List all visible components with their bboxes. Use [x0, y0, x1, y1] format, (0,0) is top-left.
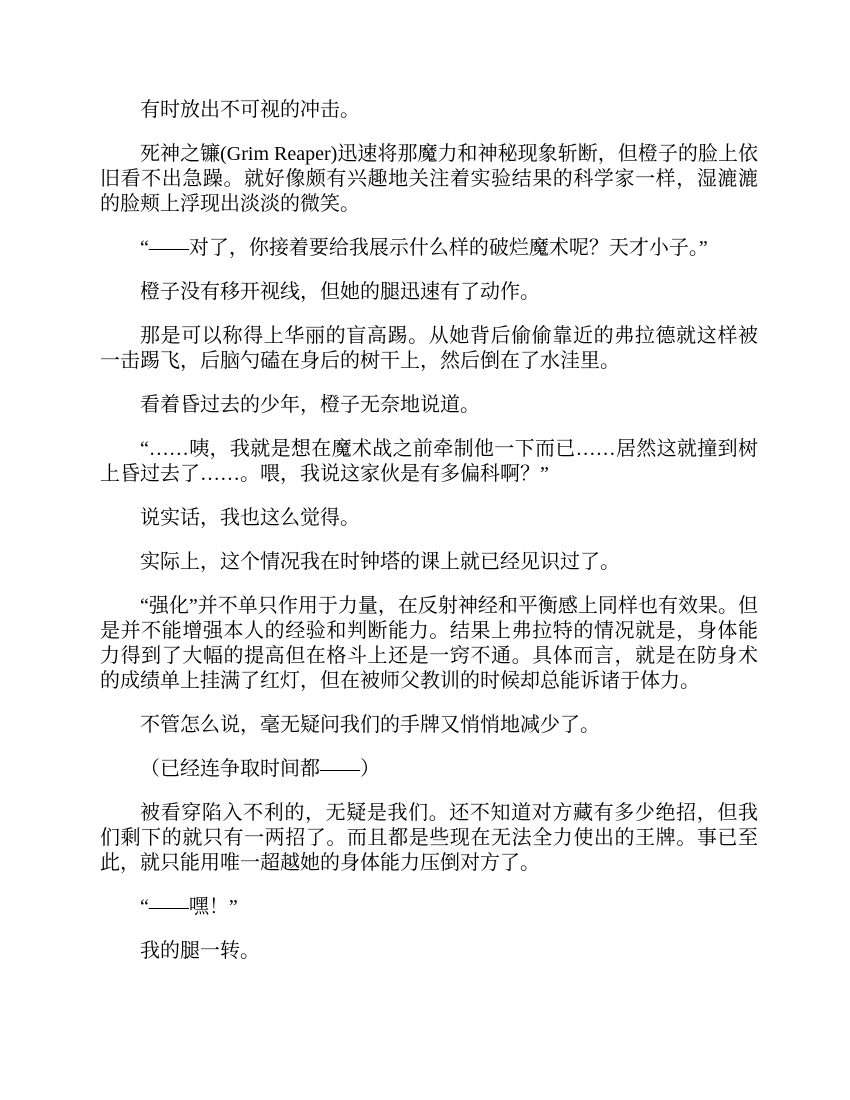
paragraph: 被看穿陷入不利的，无疑是我们。还不知道对方藏有多少绝招，但我们剩下的就只有一两招了。而且都是些现在无法全力使出的王牌。事已至此，就只能用唯一超越她的身体能力压倒对方了。 — [100, 802, 758, 874]
paragraph: “……咦，我就是想在魔术战之前牵制他一下而已……居然这就撞到树上昏过去了……。喂，我说这家伙是有多偏科啊？” — [100, 438, 758, 485]
paragraph: “——嘿！” — [140, 896, 238, 918]
paragraph: 看着昏过去的少年，橙子无奈地说道。 — [140, 394, 480, 416]
paragraph: 死神之镰(Grim Reaper)迅速将那魔力和神秘现象斩断，但橙子的脸上依旧看不出急躁。就好像颇有兴趣地关注着实验结果的科学家一样，湿漉漉的脸颊上浮现出淡淡的微笑。 — [100, 143, 758, 215]
paragraph: 说实话，我也这么觉得。 — [140, 507, 360, 529]
paragraph: 有时放出不可视的冲击。 — [140, 99, 360, 121]
paragraph: “——对了，你接着要给我展示什么样的破烂魔术呢？天才小子。” — [140, 237, 708, 259]
paragraph: 我的腿一转。 — [140, 940, 260, 962]
paragraph: （已经连争取时间都——） — [140, 758, 380, 780]
paragraph: “强化”并不单只作用于力量，在反射神经和平衡感上同样也有效果。但是并不能增强本人的经验和判断能力。结果上弗拉特的情况就是，身体能力得到了大幅的提高但在格斗上还是一窍不通。具体而言，就是在防身术的成绩单上挂满了红灯，但在被师父教训的时候却总能诉诸于体力。 — [100, 595, 758, 692]
paragraph: 实际上，这个情况我在时钟塔的课上就已经见识过了。 — [140, 551, 620, 573]
paragraph: 不管怎么说，毫无疑问我们的手牌又悄悄地减少了。 — [140, 714, 600, 736]
paragraph: 那是可以称得上华丽的盲高踢。从她背后偷偷靠近的弗拉德就这样被一击踢飞，后脑勺磕在身后的树干上，然后倒在了水洼里。 — [100, 325, 758, 372]
paragraph: 橙子没有移开视线，但她的腿迅速有了动作。 — [140, 281, 540, 303]
